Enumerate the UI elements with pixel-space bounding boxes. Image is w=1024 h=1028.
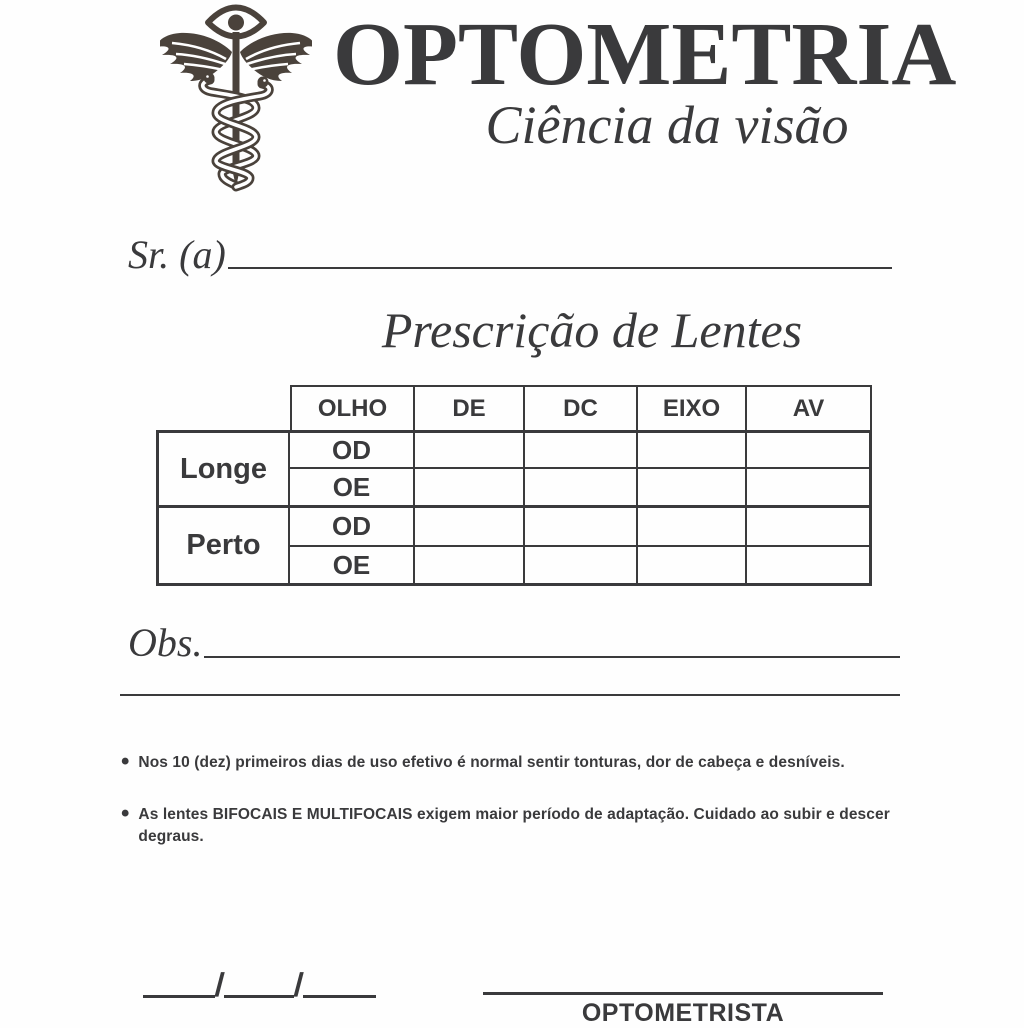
rx-cell-longe-oe-de [415,469,525,508]
date-day-line [143,962,215,998]
rx-cell-longe-od-eixo [638,430,747,469]
observations-line-2 [120,668,900,696]
observations-line-1 [204,656,900,658]
rx-cell-perto-od-av [747,508,872,547]
observations-row [128,622,900,664]
patient-name-line [228,267,892,269]
date-slash: / [292,966,305,1003]
usage-note-1-text: Nos 10 (dez) primeiros dias de uso efetivo é normal sentir tonturas, dor de cabeça e desníveis. [138,754,845,771]
usage-note-2 [121,800,896,848]
rx-cell-perto-od-eixo [638,508,747,547]
rx-cell-longe-od-dc [525,430,638,469]
signature-block [483,960,883,1028]
group-label-perto: Perto [156,508,290,586]
usage-note-1 [121,748,896,775]
rx-cell-longe-oe-dc [525,469,638,508]
rx-cell-longe-oe-av [747,469,872,508]
signature-line [483,960,883,995]
col-header-de: DE [415,385,525,430]
rx-cell-perto-oe-dc [525,547,638,586]
col-header-eixo: EIXO [638,385,747,430]
observations-label: Obs. [128,620,203,665]
eye-label-perto-oe: OE [290,547,415,586]
prescription-heading: Prescrição de Lentes [381,302,803,358]
col-header-olho: OLHO [290,385,415,430]
rx-cell-perto-od-dc [525,508,638,547]
rx-cell-longe-oe-eixo [638,469,747,508]
date-slash: / [213,966,226,1003]
rx-cell-longe-od-de [415,430,525,469]
table-corner-blank [156,385,290,430]
signature-label: OPTOMETRISTA [581,999,785,1027]
rx-cell-perto-oe-de [415,547,525,586]
caduceus-eye-icon [160,2,312,192]
bullet-icon: • [121,748,130,775]
rx-cell-perto-oe-av [747,547,872,586]
rx-cell-perto-od-de [415,508,525,547]
brand-subtitle: Ciência da visão [485,95,849,155]
prescription-table [156,385,872,586]
rx-cell-perto-oe-eixo [638,547,747,586]
col-header-av: AV [747,385,872,430]
eye-label-perto-od: OD [290,508,415,547]
brand-title: OPTOMETRIA [333,5,957,104]
patient-row [128,234,892,276]
group-label-longe: Longe [156,430,290,508]
usage-note-2-text: As lentes BIFOCAIS E MULTIFOCAIS exigem maior período de adaptação. Cuidado ao subir e descer degraus. [138,806,890,845]
bullet-icon: • [121,800,130,827]
patient-name-label: Sr. (a) [128,232,226,277]
rx-cell-longe-od-av [747,430,872,469]
usage-notes [121,748,896,878]
col-header-dc: DC [525,385,638,430]
eye-label-longe-od: OD [290,430,415,469]
date-field [143,962,376,1003]
eye-label-longe-oe: OE [290,469,415,508]
date-year-line [303,962,376,998]
date-month-line [224,962,294,998]
